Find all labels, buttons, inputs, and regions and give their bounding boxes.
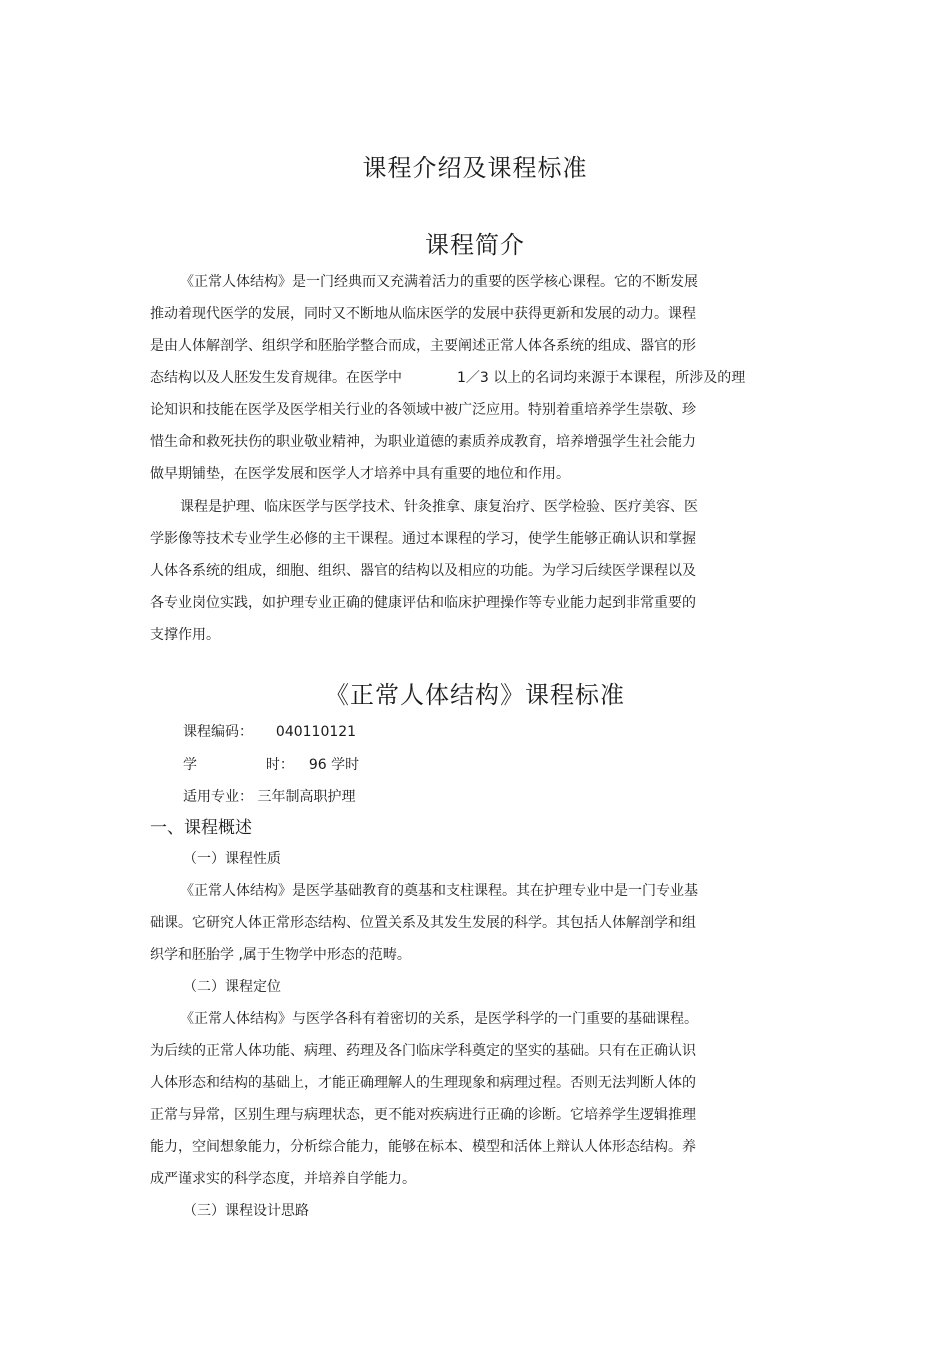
text-line: 学影像等技术专业学生必修的主干课程。通过本课程的学习，使学生能够正确认识和掌握 bbox=[150, 531, 696, 547]
text-line: 人体形态和结构的基础上，才能正确理解人的生理现象和病理过程。否则无法判断人体的 bbox=[150, 1075, 696, 1091]
course-major-row bbox=[183, 787, 355, 807]
text-line: 支撑作用。 bbox=[150, 627, 220, 643]
text-line: 《正常人体结构》是一门经典而又充满着活力的重要的医学核心课程。它的不断发展 bbox=[180, 274, 698, 290]
subsection-heading-position: （二）课程定位 bbox=[183, 979, 281, 995]
text-line: 态结构以及人胚发生发育规律。在医学中 bbox=[150, 370, 402, 386]
text-line: 织学和胚胎学 ,属于生物学中形态的范畴。 bbox=[150, 947, 411, 963]
text-line: 能力，空间想象能力，分析综合能力，能够在标本、模型和活体上辩认人体形态结构。养 bbox=[150, 1139, 696, 1155]
subsection-heading-design: （三）课程设计思路 bbox=[183, 1203, 309, 1219]
text-line: 正常与异常，区别生理与病理状态，更不能对疾病进行正确的诊断。它培养学生逻辑推理 bbox=[150, 1107, 696, 1123]
text-line: 各专业岗位实践，如护理专业正确的健康评估和临床护理操作等专业能力起到非常重要的 bbox=[150, 595, 696, 611]
course-hours-row bbox=[183, 755, 359, 775]
text-line: 1／3 以上的名词均来源于本课程，所涉及的理 bbox=[457, 370, 746, 386]
text-line: 推动着现代医学的发展，同时又不断地从临床医学的发展中获得更新和发展的动力。课程 bbox=[150, 306, 696, 322]
course-hours-label-b: 时： bbox=[265, 757, 294, 773]
text-line: 惜生命和救死扶伤的职业敬业精神，为职业道德的素质养成教育，培养增强学生社会能力 bbox=[150, 434, 696, 450]
text-line: 是由人体解剖学、组织学和胚胎学整合而成，主要阐述正常人体各系统的组成、器官的形 bbox=[150, 338, 696, 354]
course-hours-label-a: 学 bbox=[183, 757, 197, 773]
section-heading-overview: 一、课程概述 bbox=[150, 818, 252, 838]
subsection-heading-nature: （一）课程性质 bbox=[183, 851, 281, 867]
text-line: 做早期铺垫，在医学发展和医学人才培养中具有重要的地位和作用。 bbox=[150, 466, 570, 482]
text-line: 《正常人体结构》与医学各科有着密切的关系，是医学科学的一门重要的基础课程。 bbox=[180, 1011, 698, 1027]
text-line: 《正常人体结构》是医学基础教育的奠基和支柱课程。其在护理专业中是一门专业基 bbox=[180, 883, 698, 899]
standard-heading: 《正常人体结构》课程标准 bbox=[325, 681, 625, 709]
course-code-label: 课程编码： bbox=[183, 724, 253, 740]
text-line: 础课。它研究人体正常形态结构、位置关系及其发生发展的科学。其包括人体解剖学和组 bbox=[150, 915, 696, 931]
text-line: 课程是护理、临床医学与医学技术、针灸推拿、康复治疗、医学检验、医疗美容、医 bbox=[180, 499, 698, 515]
intro-heading: 课程简介 bbox=[425, 231, 525, 259]
course-code-row bbox=[183, 722, 356, 742]
text-line: 论知识和技能在医学及医学相关行业的各领域中被广泛应用。特别着重培养学生崇敬、珍 bbox=[150, 402, 696, 418]
text-line: 成严谨求实的科学态度，并培养自学能力。 bbox=[150, 1171, 416, 1187]
course-hours-value: 96 学时 bbox=[308, 757, 360, 773]
text-line: 人体各系统的组成，细胞、组织、器官的结构以及相应的功能。为学习后续医学课程以及 bbox=[150, 563, 696, 579]
document-title: 课程介绍及课程标准 bbox=[362, 154, 588, 182]
course-code-value: 040110121 bbox=[275, 724, 357, 740]
text-line: 为后续的正常人体功能、病理、药理及各门临床学科奠定的坚实的基础。只有在正确认识 bbox=[150, 1043, 696, 1059]
course-major-value: 三年制高职护理 bbox=[257, 789, 356, 805]
course-major-label: 适用专业： bbox=[183, 789, 253, 805]
